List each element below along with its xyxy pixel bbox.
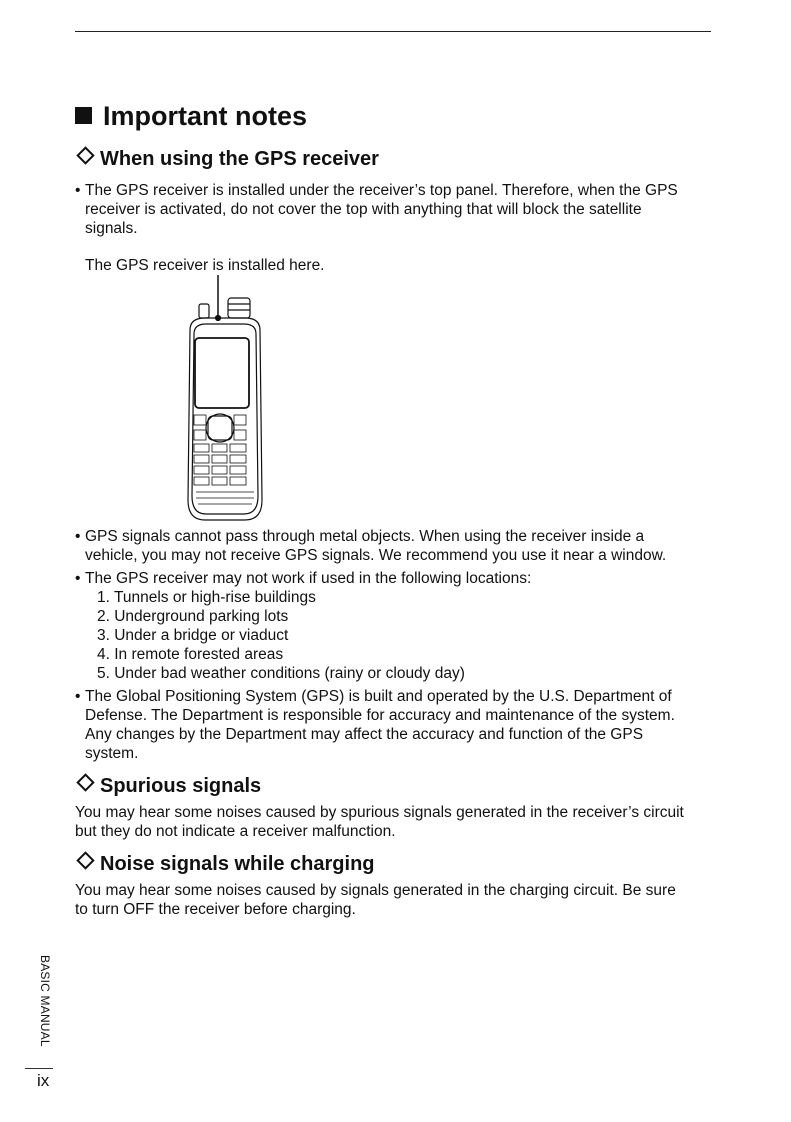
spurious-text [75, 803, 684, 841]
square-bullet-icon [75, 107, 92, 124]
locations-list [97, 588, 531, 683]
text-line: receiver is activated, do not cover the top with anything that will block the satellite [85, 201, 642, 218]
text-line: You may hear some noises caused by spurious signals generated in the receiver’s circuit [75, 804, 684, 821]
list-item: 5. Under bad weather conditions (rainy or cloudy day) [97, 665, 465, 682]
text-line: GPS signals cannot pass through metal objects. When using the receiver inside a [85, 528, 645, 545]
page-number: ix [37, 1071, 50, 1090]
side-label: BASIC MANUAL [38, 955, 52, 1047]
header-rule [75, 31, 711, 32]
list-item: 1. Tunnels or high-rise buildings [97, 589, 316, 606]
heading-text: When using the GPS receiver [100, 148, 379, 170]
text-line: signals. [85, 220, 138, 237]
bullet: • [75, 182, 81, 199]
section-heading-charging [75, 853, 375, 876]
text-line: You may hear some noises caused by signals generated in the charging circuit. Be sure [75, 882, 676, 899]
radio-receiver-illustration [170, 270, 280, 526]
bullet-gps-system [75, 687, 675, 763]
bullet-gps-location [75, 181, 678, 238]
text-line: system. [85, 745, 139, 762]
bullet: • [75, 688, 81, 705]
text-line: Any changes by the Department may affect the accuracy and function of the GPS [85, 726, 644, 743]
heading-text: Noise signals while charging [100, 853, 375, 875]
text-line: The GPS receiver may not work if used in the following locations: [85, 570, 532, 587]
text-line: vehicle, you may not receive GPS signals. We recommend you use it near a window. [85, 547, 667, 564]
heading-text: Spurious signals [100, 775, 262, 797]
list-item: 4. In remote forested areas [97, 646, 284, 663]
page-title [75, 101, 307, 132]
text-line: The Global Positioning System (GPS) is built and operated by the U.S. Department of [85, 688, 672, 705]
list-item: 2. Underground parking lots [97, 608, 289, 625]
text-line: Defense. The Department is responsible for accuracy and maintenance of the system. [85, 707, 675, 724]
text-line: The GPS receiver is installed under the receiver’s top panel. Therefore, when the GPS [85, 182, 678, 199]
bullet-metal-objects [75, 527, 666, 565]
bullet-locations [75, 569, 531, 683]
diamond-icon [76, 146, 94, 164]
bullet: • [75, 528, 81, 545]
section-heading-gps [75, 148, 379, 171]
section-heading-spurious [75, 775, 261, 798]
list-item: 3. Under a bridge or viaduct [97, 627, 289, 644]
page-number-rule [25, 1068, 53, 1069]
diamond-icon [76, 773, 94, 791]
diamond-icon [76, 851, 94, 869]
text-line: to turn OFF the receiver before charging. [75, 901, 356, 918]
text-line: but they do not indicate a receiver malfunction. [75, 823, 396, 840]
caption-text: The GPS receiver is installed here. [85, 257, 325, 274]
charging-text [75, 881, 676, 919]
bullet: • [75, 570, 81, 587]
title-text: Important notes [103, 101, 308, 131]
